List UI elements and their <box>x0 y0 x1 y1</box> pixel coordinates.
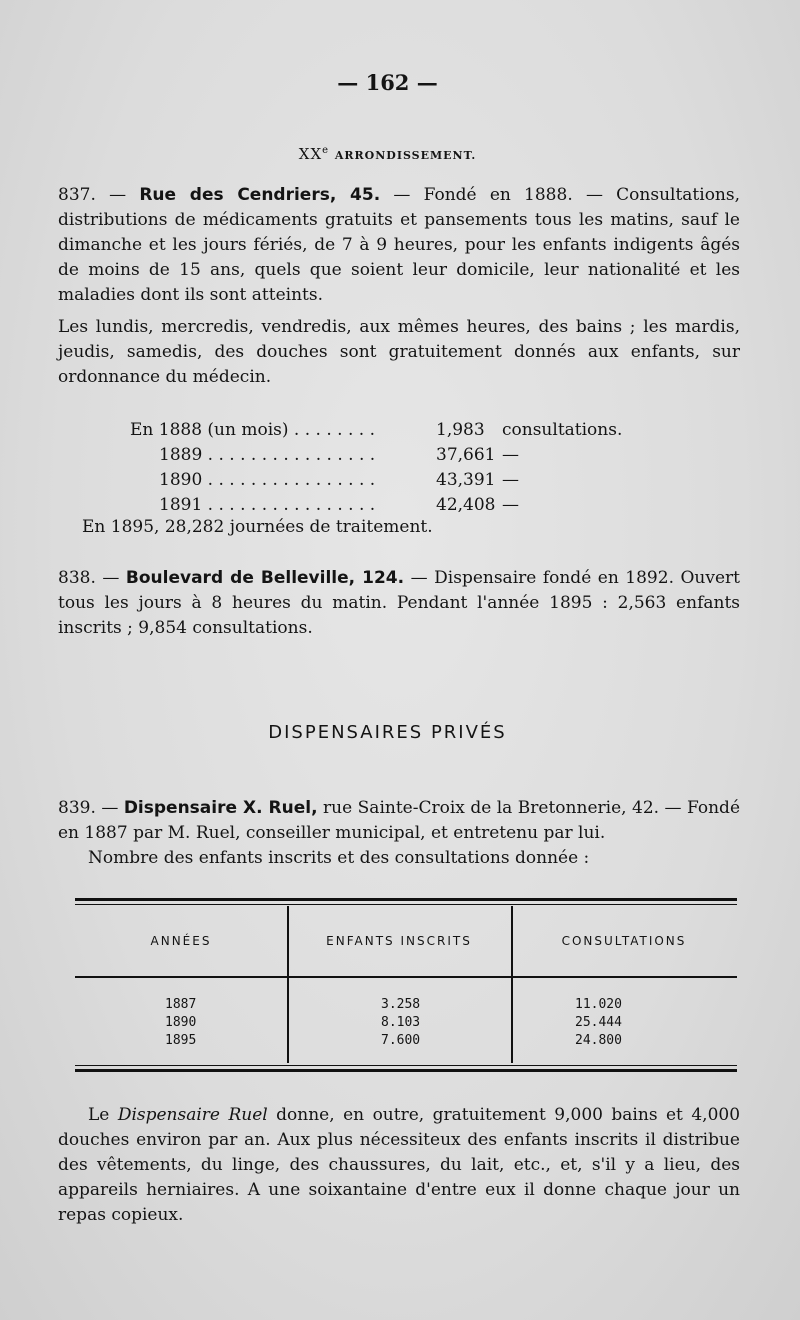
entry-838-text: — Dispensaire fondé en 1892. Ouvert tous les jours à 8 heures du matin. Pendant l'année 1895 : 2,563 enfants inscrits ; 9,854 consultations. <box>58 568 741 638</box>
table-cell-consultations: 25.444 <box>575 1015 622 1030</box>
entry-837-total: En 1895, 28,282 journées de traitement. <box>82 517 433 537</box>
entry-837-text2: Les lundis, mercredis, vendredis, aux mêmes heures, des bains ; les mardis, jeudis, samedis, des douches sont gratuitement donnés aux enfants, sur ordonnance du médecin. <box>58 317 740 387</box>
stats-value: 42,408 <box>436 495 496 515</box>
stats-unit: consultations. <box>502 420 623 440</box>
table-top-rule-thin <box>75 904 737 905</box>
table-cell-annee: 1890 <box>165 1015 197 1030</box>
table-column-divider <box>287 906 289 1063</box>
table-header-rule <box>75 976 737 978</box>
ruel-table <box>75 898 737 1073</box>
stats-year: 1889 . . . . . . . . . . . . . . . . <box>159 445 376 465</box>
table-header-enfants: ENFANTS INSCRITS <box>326 934 472 948</box>
table-header-annees: ANNÉES <box>150 934 212 948</box>
table-cell-consultations: 24.800 <box>575 1033 622 1048</box>
arrondissement-prefix: XX <box>298 145 323 163</box>
entry-837-number: 837. — <box>58 185 127 205</box>
table-cell-enfants: 8.103 <box>381 1015 421 1030</box>
entry-837-stats <box>130 418 630 518</box>
stats-row <box>130 493 630 518</box>
closing-text: donne, en outre, gratuitement 9,000 bains et 4,000 douches environ par an. Aux plus nécessiteux des enfants inscrits il distribue des vêtements, du linge, des chaussures, du lait, etc., et, s'il y a lieu, des appareils herniaires. A une soixantaine d'entre eux il donne chaque jour un repas copieux. <box>58 1105 741 1225</box>
stats-row <box>130 418 630 443</box>
entry-838-number: 838. — <box>58 568 120 588</box>
arrondissement-sup: e <box>322 145 330 156</box>
closing-italic: Dispensaire Ruel <box>117 1105 268 1125</box>
table-top-rule <box>75 898 737 901</box>
stats-unit: — <box>502 470 519 490</box>
entry-837-text: — Fondé en 1888. — Consultations, distributions de médicaments gratuits et pansements tous les matins, sauf le dimanche et les jours fériés, de 7 à 9 heures, pour les enfants indigents âgés de moins de 15 ans, quels que soient leur domicile, leur nationalité et les maladies dont ils sont atteints. <box>58 185 741 305</box>
table-header-consultations: CONSULTATIONS <box>561 934 687 948</box>
entry-839-name: Dispensaire X. Ruel, <box>123 798 318 818</box>
entry-839-address: rue Sainte-Croix de la Bretonnerie, 42. <box>323 798 660 818</box>
table-cell-annee: 1895 <box>165 1033 197 1048</box>
entry-838-street: Boulevard de Belleville, 124. <box>125 568 405 588</box>
table-column-divider <box>511 906 513 1063</box>
table-cell-consultations: 11.020 <box>575 997 622 1012</box>
stats-year: En 1888 (un mois) . . . . . . . . <box>130 420 375 440</box>
closing-paragraph <box>58 1103 740 1228</box>
stats-unit: — <box>502 445 519 465</box>
stats-unit: — <box>502 495 519 515</box>
arrondissement-label: ARRONDISSEMENT. <box>334 149 477 162</box>
table-cell-enfants: 3.258 <box>381 997 421 1012</box>
entry-839-paragraph <box>58 796 740 871</box>
stats-value: 43,391 <box>436 470 496 490</box>
stats-year: 1891 . . . . . . . . . . . . . . . . <box>159 495 376 515</box>
stats-row <box>130 468 630 493</box>
stats-value: 37,661 <box>436 445 496 465</box>
entry-837-street: Rue des Cendriers, 45. <box>139 185 381 205</box>
arrondissement-heading <box>0 145 775 163</box>
section-title: DISPENSAIRES PRIVÉS <box>268 722 507 743</box>
table-cell-enfants: 7.600 <box>381 1033 421 1048</box>
entry-839-text: — Fondé en 1887 par M. Ruel, conseiller municipal, et entretenu par lui. <box>58 798 740 843</box>
table-bottom-rule-thin <box>75 1065 737 1066</box>
entry-839-text2: Nombre des enfants inscrits et des consultations donnée : <box>88 848 590 868</box>
entry-837-paragraph <box>58 183 740 308</box>
page-number: — 162 — <box>337 70 438 95</box>
table-bottom-rule <box>75 1069 737 1072</box>
closing-lead: Le <box>88 1105 110 1125</box>
entry-837-paragraph-2 <box>58 315 740 390</box>
stats-year: 1890 . . . . . . . . . . . . . . . . <box>159 470 376 490</box>
entry-839-number: 839. — <box>58 798 119 818</box>
table-cell-annee: 1887 <box>165 997 197 1012</box>
stats-row <box>130 443 630 468</box>
stats-value: 1,983 <box>436 420 485 440</box>
entry-838-paragraph <box>58 566 740 641</box>
